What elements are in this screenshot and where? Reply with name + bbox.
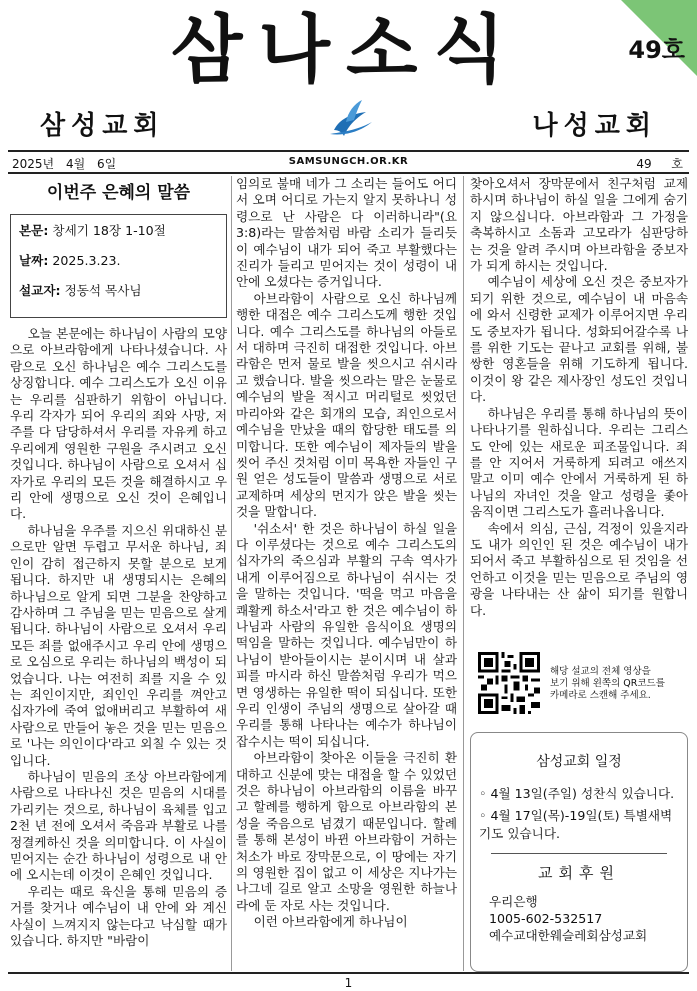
schedule-item: ◦ 4월 17일(목)-19일(토) 특별새벽기도 있습니다. [479,808,673,841]
paragraph: 임의로 불매 네가 그 소리는 들어도 어디서 오며 어디로 가는지 알지 못하나니 성령으로 난 사람은 다 이러하니라"(요 3:8)라는 말씀처럼 바람 소리가 들리듯이 예수님이 내가 되어 죽고 부활했다는 진리가 들리고 믿어지는 것이 성령이 내 안에 오셨다는 증거입니다. [236,176,457,290]
bank-name: 우리은행 [489,894,538,909]
paragraph: 하나님이 믿음의 조상 아브라함에게 사람으로 나타나신 것은 믿음의 시대를 가리키는 것으로, 하나님이 육체를 입고 2천 년 전에 오셔서 죽음과 부활로 나를 정결케하신 것을 의미합니다. 이 사실이 믿어지는 순간 하나님이 성령으로 내 안에 오시는데 이것이 은혜인 것입니다. [10,768,227,883]
account-info [479,893,679,944]
church-schedule-box [470,732,688,972]
website-url[interactable]: SAMSUNGCH.OR.KR [288,156,409,167]
paragraph: 우리는 때로 육신을 통해 믿음의 증거를 찾거나 예수님이 내 안에 와 계신 사실이 느껴지지 않는다고 낙심할 때가 있습니다. 하지만 "바람이 [10,883,227,949]
qr-code-icon[interactable] [478,652,540,714]
column-divider [463,176,464,971]
schedule-item: ◦ 4월 13일(주일) 성찬식 있습니다. [479,786,675,801]
paragraph: 오늘 본문에는 하나님이 사람의 모양으로 아브라함에게 나타나셨습니다. 사람으로 오신 하나님은 예수 그리스도를 상징합니다. 예수 그리스도가 오신 이유는 우리를 심판하기 위함이 아닙니다. 우리 각자가 되어 우리의 죄와 사망, 저주를 다 담당하셔서 우리를 자유케 하고 우리에게 영원한 구원을 주시려고 오신 것입니다. 하나님이 사람으로 오셔서 십자가로 우리의 모든 것을 해결하시고 우리 안에 생명으로 오신 것이 은혜입니다. [10,326,227,522]
paragraph: 아브라함이 사람으로 오신 하나님께 행한 대접은 예수 그리스도께 행한 것입니다. 예수 그리스도를 하나님의 아들로서 대하며 극진히 대접한 것입니다. 아브라함은 먼저 물로 발을 씻으시고 쉬시라고 했습니다. 발을 씻으라는 말은 눈물로 예수님의 발을 적시고 머리털로 씻었던 마리아와 같은 회개의 모습, 죄인으로서 예수님을 만났을 때의 합당한 태도를 의미합니다. 또한 예수님이 제자들의 발을 씻어 주신 것처럼 이미 목욕한 자들인 구원 얻은 성도들이 말씀과 생명으로 서로 교제하며 세상의 먼지가 앉은 발을 씻는 것을 말합니다. [236,290,457,520]
masthead [0,0,697,150]
column-3 [470,176,688,619]
schedule-list [479,785,679,843]
paragraph: 하나님은 우리를 통해 하나님의 뜻이 나타나기를 원하십니다. 우리는 그리스도 안에 있는 새로운 피조물입니다. 죄를 안 지어서 거룩하게 되려고 애쓰지 말고 이미 예수 안에서 거룩하게 된 하나님의 자녀인 것을 알고 성령을 좇아 움직이면 그리스도가 흘러나옵니다. [470,405,688,520]
preacher-row: 설교자: 정동석 목사님 [19,283,142,298]
paragraph: 찾아오셔서 장막문에서 친구처럼 교제하시며 하나님이 하실 일을 그에게 숨기지 않으십니다. 아브라함과 그 가정을 축복하시고 소돔과 고모라가 심판당하는 것을 알려 주시며 아브라함을 중보자가 되게 하시는 것입니다. [470,176,688,274]
scripture-row: 본문: 창세기 18장 1-10절 [19,223,166,238]
issue-date: 2025년 4월 6일 [12,157,117,171]
paragraph: 속에서 의심, 근심, 걱정이 있을지라도 내가 의인인 된 것은 예수님이 내가 되어서 죽고 부활하심으로 된 것임을 선언하고 이것을 믿는 믿음으로 주님의 영광을 나타내는 산 삶이 되기를 원합니다. [470,520,688,618]
account-holder: 예수교대한웨슬레회삼성교회 [489,928,648,943]
sermon-info-box [10,214,227,318]
schedule-title: 삼성교회 일정 [536,754,622,770]
page-number: 1 [8,972,689,990]
issue-number: 49 호 [636,157,683,171]
church-name-left: 삼성교회 [40,111,165,141]
column-2 [236,176,457,931]
paragraph: '쉬소서' 한 것은 하나님이 하실 일을 다 이루셨다는 것으로 예수 그리스도의 십자가의 죽으심과 부활의 구속 역사가 내게 이루어짐으로 하나님이 쉬시는 것을 말하는 것입니다. '떡을 먹고 마음을 쾌활케 하소서'라고 한 것은 예수님이 하나님과 사람의 유일한 음식이요 생명의 떡임을 말하는 것입니다. 예수님만이 하나님이 받아들이시는 분이시며 내 살과 피를 마시라 하신 말씀처럼 우리가 먹으면 영생하는 유일한 떡이 되십니다. 또한 우리 인생이 주님의 생명으로 살아갈 때 우리를 통해 나타나는 예수가 하나님이 잡수시는 떡이 되십니다. [236,520,457,749]
newsletter-title: 삼나소식 [171,7,521,93]
date-row: 날짜: 2025.3.23. [19,253,121,268]
issue-badge: 49호 [628,36,685,64]
account-number: 1005-602-532517 [489,911,603,926]
column-1 [10,176,227,949]
column-divider [231,176,232,971]
divider [491,853,667,854]
sermon-heading: 이번주 은혜의 말씀 [46,183,191,203]
paragraph: 아브라함이 찾아온 이들을 극진히 환대하고 신분에 맞는 대접을 할 수 있었던 것은 하나님이 아브라함의 이름을 바꾸고 할례를 행하게 함으로 아브라함의 본성을 죽음으로 넘겼기 때문입니다. 할례를 통해 본성이 바뀐 아브라함이 거하는 처소가 바로 장막문으로, 이 땅에는 자기의 영원한 집이 없고 이 세상은 지나가는 나그네 길로 알고 소망을 영원한 하늘나라에 둔 자로 사는 것입니다. [236,750,457,913]
church-name-right: 나성교회 [532,111,657,141]
dateline [8,150,689,174]
paragraph: 이런 아브라함에게 하나님이 [253,914,408,930]
support-title: 교회후원 [538,864,620,882]
paragraph: 예수님이 세상에 오신 것은 중보자가 되기 위한 것으로, 예수님이 내 마음속에 와서 신령한 교제가 이루어지면 우리도 중보자가 됩니다. 성화되어갈수록 나를 위한 기도는 끝나고 교회를 위해, 불쌍한 영혼들을 위해 기도하게 됩니다. 이것이 왕 같은 제사장인 성도인 것입니다. [470,274,688,405]
qr-instructions: 해당 설교의 전체 영상을 보기 위해 왼쪽의 QR코드를 카메라로 스캔해 주세요. [550,666,665,701]
leaf-logo-icon [326,96,374,138]
qr-section [478,652,688,716]
paragraph: 하나님을 우주를 지으신 위대하신 분으로만 알면 두렵고 무서운 하나님, 죄인이 감히 접근하지 못할 분으로 보게 됩니다. 하지만 내 생명되시는 은혜의 하나님으로 알게 되면 그분을 찬양하고 감사하며 그 주님을 믿는 믿음으로 살게 됩니다. 하나님이 사람으로 오셔서 우리 모든 죄를 없애주시고 우리 안에 생명으로 오심으로 우리는 하나님의 백성이 되었습니다. 나는 여전히 죄를 지을 수 있는 죄인이지만, 죄인인 우리를 껴안고 십자가에 죽여 없애버리고 부활하여 새사람으로 만들어 놓은 것을 믿는 믿음으로 '나는 의인이다'라고 외칠 수 있는 것입니다. [10,522,227,768]
